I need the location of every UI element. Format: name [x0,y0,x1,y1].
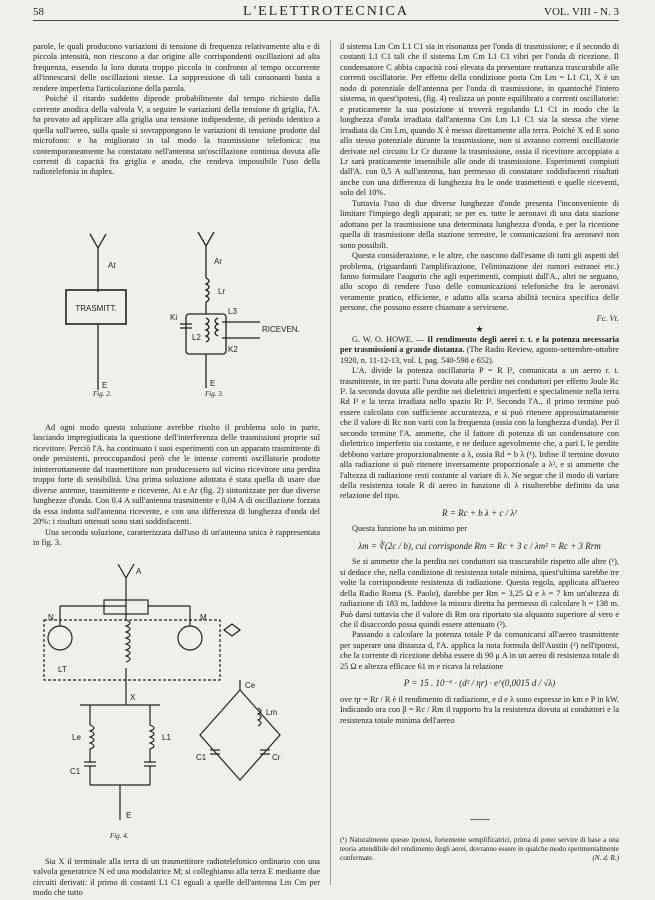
cl-label: C1 [196,753,207,762]
article-title: Il rendimento degli aerei r. t. e la potenza necessaria per trasmissioni a grande distanza. [340,334,619,355]
coil-l2 [206,318,209,342]
volume-issue: VOL. VIII - N. 3 [544,6,619,18]
equation-1: R = Rc + b λ + c / λ² [442,507,517,518]
article-author: G. W. O. HOWE. [352,334,414,344]
x-label: X [130,693,136,702]
cr-label: Cr [272,753,281,762]
figure-2 [60,230,170,400]
l3-label: L3 [228,307,237,316]
paragraph: Ad ogni modo questa soluzione avrebbe risolto il problema solo in parte, lasciando impregiudicata la questione dell'interferenza delle trasmissioni proprie sul ricevitore. Perciò l'A. ha continuato i suoi esperimenti con un apparato trasmittente di onde persistenti, preoccupandosi però che le intense correnti oscillatorie prodotte ininterrottamente dal trasmettitore non producessero sul vicino ricevitore una perdita troppo forte di sensibilità. Una prima soluzione adottata è stata quella di usare due diverse antenne, trasmittente e ricevente, At e Ar (fig. 2) sintonizzate per due diverse lunghezze d'onda. Con 0.4 A sull'antenna trasmittente e 0,04 A di oscillazione forzata da essa indotta sull'antenna ricevente, e con una differenza di lunghezza d'onda del 20%: i risultati ottenuti sono stati soddisfacenti. [33,423,320,527]
earth-label: E [102,381,108,390]
footnote-signature: (N. d. R.) [592,853,619,862]
article-source: (The Radio Review, agosto-settembre-ottobre 1920, n. 11-12-13, vol. I, pag. 540-598 e 652). [340,345,619,365]
receiver-label: RICEVEN. [262,325,300,334]
l1-label: L1 [162,733,171,742]
valve-n [48,626,72,650]
paragraph: ove ηr = Rr / R è il rendimento di radiazione, e d e λ sono espresse in km e P in kW. Indicando ora con β = Rc / Rm il rapporto fra la resistenza dovuta ai conduttori e la resistenza totale minima dell'aereo [340,694,619,725]
figure-4-caption: Fig. 4. [110,832,129,840]
main-coil [126,620,130,662]
article-heading: G. W. O. HOWE. — Il rendimento degli aerei r. t. e la potenza necessaria per trasmissioni a grande distanza. (The Radio Review, agosto-settembre-ottobre 1920, n. 11-12-13, vol. I, pag. 540-598 e 652). [340,334,619,365]
coil-l3 [215,318,218,336]
page-number: 58 [33,6,44,18]
antenna-symbol [198,232,214,246]
equation-2: λm = ∛(2c / b), cui corrisponde Rm = Rc + 3 c / λm² = Rc + 3 Rrm [358,540,601,551]
microphone [224,624,240,636]
paragraph: L'A. divide la potenza oscillatoria P = R I², comunicata a un aereo r. t. trasmittente, in tre parti: l'una dovuta alle perdite nei conduttori per effetto Joule Rc I². la seconda dovuta alle perdite nei dielettrici imperfetti e specialmente nella terra Rd I² e la terza irradiata nello spazio Rr I². Secondo l'A., il primo termine può essere calcolato con sufficiente accuratezza, e si può ritenere approssimatamente che il valore di Rc non varii con la frequenza (ossia con la lunghezza d'onda). Per il secondo termine l'A. ammette, che il fattore di potenza di un condensatore con dielettrico imperfetto sia costante, e ne deduce agevolmente che, a pari I, le perdite debbono variare proporzionalmente a λ, ossia Rd = b λ (¹). Infine il termine dovuto alla radiazione si può ritenere inversamente proporzionale a λ², e si ammette che l'altezza di radiazione resti costante al variare di λ. Ne segue che il modo di variare della resistenza totale R di aereo in funzione di λ risulterebbe definito da una relazione del tipo. [340,366,619,501]
paragraph: Tuttavia l'uso di due diverse lunghezze d'onde presenta l'inconveniente di limitare l'impiego degli apparati; se per es. tutte le aeronavi di una data stazione adottano per la trasmissione una determinata lunghezza d'onda, e per la ricezione quella di trasmissione della stazione terrestre, le comunicazioni fra aeronavi non sono possibili. [340,198,619,250]
paragraph: Questa considerazione, e le altre, che nascono dall'esame di tutti gli aspetti del problema, (riguardanti l'amplificazione, l'eliminazione dei rumori estranei etc.) fanno formulare l'augurio che agli esperimenti, compiuti dall'A., altri ne seguano, allo scopo di rendere l'uso delle comunicazioni telefoniche fra le aeronavi veramente pratico, efficiente, e adatto alla scarsa abilità tecnica specifica delle persone, che possono essere chiamate a servirsene. [340,251,619,313]
lm-label: Lm [266,708,278,717]
left-column-bottom [33,857,320,899]
section-separator: ★ [475,324,484,335]
transmitter-label: TRASMITT. [75,304,117,313]
ki-label: Ki [170,313,178,322]
coil-le [90,705,94,763]
lt-label: LT [58,665,67,674]
equation-3: P = 15 . 10⁻⁶ · (d² / ηr) · e^(0,0015 d / √λ) [403,678,556,689]
header-rule [33,20,619,21]
paragraph: il sistema Lm Cm L1 C1 sia in risonanza per l'onda di trasmissione; e il secondo di costanti L1 C1 tali che il sistema Lm Cm L1 C1 vibri per l'onda di ricezione. Il condensatore C abbia capacità così elevata da presentare reattanza trascurabile alle correnti oscillatorie. Per effetto della condizione posta Cm Lm = L1 C1, X è un nodo di potenziale dell'antenna per l'onda di trasmissione, in quantoché l'intero sistema, in quest'ipotesi, (fig. 4) realizza un ponte equilibrato a correnti oscillatorie: e praticamente la sua posizione si troverà regolando L1 C1 in modo che la lunghezza d'onda irradiata dall'antenna Cm Lm L1 C1 sia la stessa che viene irradiata da Cm Lm, quando X è messo direttamente alla terra. Poiché X ed E sono allo stesso potenziale durante la trasmissione, non si avranno correnti oscillatorie derivate nel circuito Lr Cr durante la trasmissione, ossia il ricevitore accoppiato a Lr sarà praticamente insensibile alle onde di trasmissione. Esperimenti compiuti dall'A. con 0,5 A sull'antenna, han permesso di constatare soddisfacenti risultati anche con una differenza di lunghezza fra le onde trasmettenti e quelle riceventi, solo del 10%. [340,42,619,198]
footnote-text: (¹) Naturalmente queste ipotesi, fortemente semplificatrici, prima di poter servire di base a una teoria attendibile del rendimento degli aerei, dovranno essere in qualche modo sperimentalmente confermate. [340,836,619,862]
left-column-middle [33,423,320,548]
l2-label: L2 [192,333,201,342]
bridge-diagram [200,690,280,780]
right-column [340,42,619,726]
journal-title: L'ELETTROTECNICA [243,4,409,19]
a-label: A [136,567,142,576]
footnote-rule [470,819,490,820]
lr-label: Lr [218,287,226,296]
footnote [340,836,619,862]
figure-3-caption: Fig. 3. [205,390,224,398]
paragraph: Passando a calcolare la potenza totale P da comunicarsi all'aereo trasmittente per superare una distanza d, l'A. applica la nota formula dell'Austin (²) nell'ipotesi, che la corrente di ricezione debba essere di 90 μ A in un aereo di resistenza totale di 25 Ω e altezza efficace 61 m e ricava la relazione [340,630,619,671]
figure-3 [170,228,310,398]
coil-lr [206,278,209,302]
e-label: E [126,811,132,820]
ce-label: Ce [245,681,256,690]
paragraph: Se si ammette che la perdita nei conduttori sia trascurabile rispetto alle altre (¹), si deduce che, nella condizione di resistenza totale minima, quest'ultima sarebbe tre volte la corrispondente resistenza di radiazione. Questa regola, applicata all'aereo della Radio Roma (S. Paolo), darebbe per Rm = 3,25 Ω e λ = 7 km un'altezza di radiazione di 183 m, laddove la misura diretta ha permesso di calcolare h = 138 m. Può darsi tuttavia che il valore di Rm ora riportato sia alquanto superiore al vero e che il disaccordo possa quindi essere attenuato (²). [340,557,619,630]
figure-4 [40,560,320,830]
signature: Fc. Vt. [596,313,619,323]
le-label: Le [72,733,81,742]
antenna-label: At [108,261,116,270]
figure-2-caption: Fig. 2. [93,390,112,398]
c1-label: C1 [70,767,81,776]
paragraph: Sia X il terminale alla terra di un trasmettitore radiotelefonico ordinario con una valvola generatrice N ed una modulatrice M; si colleghiamo alla terra E mediante due circuiti derivati: il primo di costanti L1 C1 eguali a quelle dell'antenna Lm Cm per modo che tutto [33,857,320,898]
k2-label: K2 [228,345,238,354]
left-column-top [33,42,320,178]
m-label: M [200,613,207,622]
paragraph: Questa funzione ha un minimo per [352,524,467,534]
antenna-symbol [118,564,134,578]
valve-m [178,626,202,650]
earth-label: E [210,379,216,388]
antenna-symbol [90,234,106,248]
paragraph: Una seconda soluzione, caratterizzata dall'uso di un'antenna unica è rappresentata in fig. 3. [33,527,320,547]
paragraph: parole, le quali producono variazioni di tensione di frequenza relativamente alta e di piccola intensità, non riescono a dar origine alle corrispondenti oscillazioni ad alta frequenza, essendo la loro durata troppo piccola in confronto al tempo occorrente all'innescarsi delle oscillazioni stesse. La soppressione di tali consonanti basta a rendere imperfetta l'articolazione della parola. [33,42,320,93]
n-label: N [48,613,54,622]
coil-l1 [150,705,154,763]
column-divider [330,40,331,885]
paragraph: Poiché il ritardo suddetto dipende probabilmente dal tempo richiesto dalla corrente anodica della valvola V, a seguire le variazioni della tensione di griglia, l'A. ha provato ad applicare alla griglia una tensione indipendente, di periodo identico a quella sull'aereo, sulla quale si sovrappongono le variazioni di tensione prodotte dal microfono: e ha migliorato in tal modo la trasmissione telefonica: ma contemporaneamente ha constatato nell'antenna un'oscillazione continua dovuta alle correnti di capacità fra griglia e anodo, che rendeva impossibile l'uso della radiotelefonia in duplex. [33,94,320,177]
antenna-label: Ar [214,257,222,266]
